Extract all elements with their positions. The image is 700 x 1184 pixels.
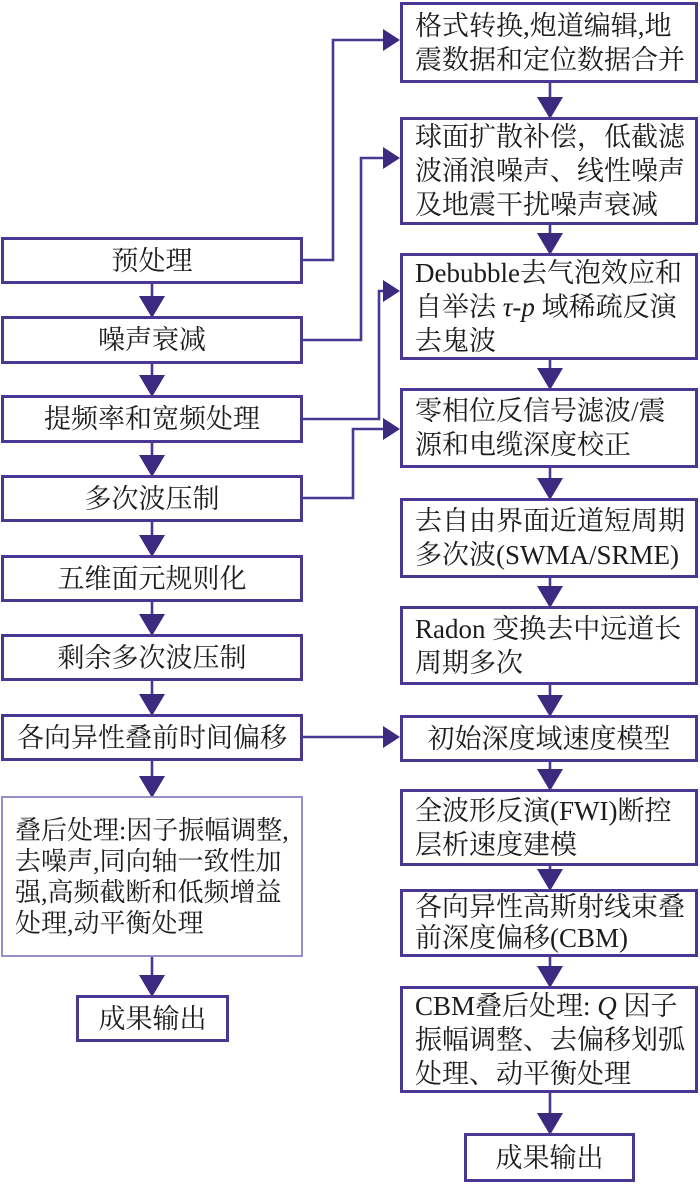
flow-box-swma-srme	[400, 498, 698, 578]
flow-box-label: 剩余多次波压制	[57, 642, 247, 673]
flow-box-label: CBM叠后处理: Q 因子振幅调整、去偏移划弧处理、动平衡处理	[415, 990, 685, 1089]
flow-box-label: 去自由界面近道短周期多次波(SWMA/SRME)	[415, 506, 685, 570]
flow-box-label: 各向异性高斯射线束叠前深度偏移(CBM)	[415, 892, 685, 953]
flow-box-noise-attenuation	[1, 316, 303, 364]
flow-box-radon	[400, 606, 698, 685]
flow-box-initial-depth-velocity-model	[400, 715, 698, 762]
flow-box-label: 初始深度域速度模型	[427, 723, 671, 754]
q-factor-symbol: Q	[597, 990, 617, 1021]
flow-box-bin-regularization	[1, 555, 303, 602]
flow-box-label: 噪声衰减	[98, 325, 206, 355]
flow-box-label: Debubble去气泡效应和自举法 τ-p 域稀疏反演去鬼波	[415, 257, 682, 356]
flow-box-cbm-depth-migration	[400, 889, 698, 957]
flow-box-cbm-poststack	[400, 986, 698, 1093]
flow-box-poststack-processing	[1, 796, 303, 957]
flow-box-prestack-time-migration	[1, 714, 303, 761]
flow-box-label: 全波形反演(FWI)断控层析速度建模	[415, 795, 672, 860]
tau-p-symbol: τ-p	[502, 291, 535, 322]
flow-box-debubble-deghost	[400, 253, 698, 360]
flow-box-label: 球面扩散补偿，低截滤波涌浪噪声、线性噪声及地震干扰噪声衰减	[415, 122, 685, 220]
flow-box-label: 五维面元规则化	[57, 563, 247, 594]
flow-box-label: 多次波压制	[84, 483, 220, 514]
flow-box-label: 叠后处理:因子振幅调整,去噪声,同向轴一致性加强,高频截断和低频增益处理,动平衡处理	[15, 815, 289, 938]
flow-box-spherical-divergence	[400, 117, 698, 225]
flow-box-label: Radon 变换去中远道长周期多次	[415, 613, 682, 678]
flow-box-format-conversion	[400, 2, 698, 83]
flow-box-freq-broadband	[1, 395, 303, 443]
flow-box-zero-phase-designature	[400, 388, 698, 468]
flow-box-label: 零相位反信号滤波/震源和电缆深度校正	[415, 396, 666, 460]
flow-box-fwi-tomography	[400, 789, 698, 866]
flow-box-multiple-suppression	[1, 475, 303, 522]
flow-box-preprocess	[1, 237, 303, 284]
flow-box-output-left	[76, 995, 229, 1042]
flow-box-label: 成果输出	[495, 1142, 604, 1173]
flow-box-output-right	[464, 1133, 635, 1182]
flow-box-label: 各向异性叠前时间偏移	[17, 722, 287, 753]
flow-box-label: 格式转换,炮道编辑,地震数据和定位数据合并	[415, 10, 685, 75]
flow-box-label: 预处理	[111, 245, 193, 276]
flow-box-label: 成果输出	[98, 1003, 207, 1034]
flow-box-residual-multiple	[1, 634, 303, 681]
flow-box-label: 提频率和宽频处理	[44, 404, 260, 434]
